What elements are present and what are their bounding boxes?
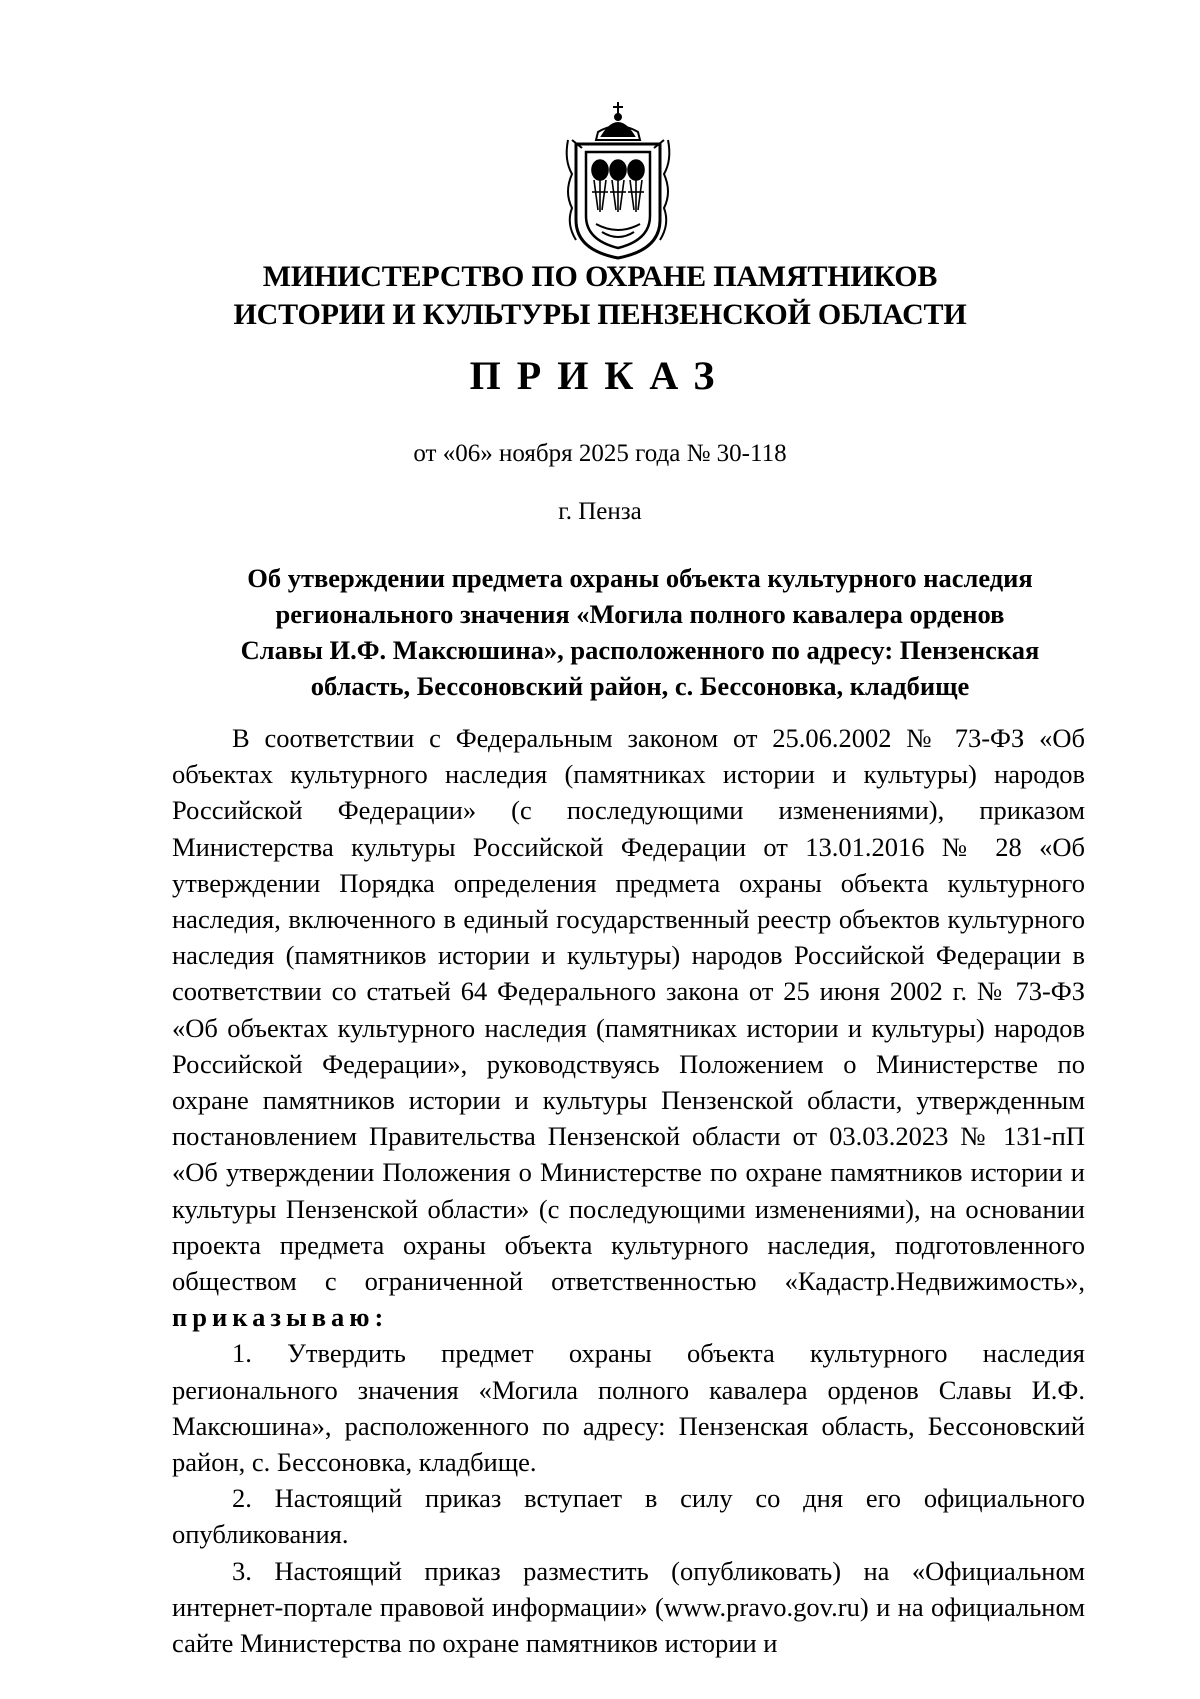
document-type: ПРИКАЗ xyxy=(469,353,731,398)
coat-of-arms-icon xyxy=(562,100,674,260)
document-title xyxy=(200,560,1080,704)
order-word: приказываю: xyxy=(172,1302,389,1333)
item-2-paragraph: 2. Настоящий приказ вступает в силу со дня его официального опубликования. xyxy=(172,1483,1085,1550)
title-line-4: область, Бессоновский район, с. Бессоновка, кладбище xyxy=(310,671,970,701)
item-1-paragraph: 1. Утвердить предмет охраны объекта культурного наследия регионального значения «Могила полного кавалера орденов Славы И.Ф. Максюшина», расположенного по адресу: Пензенская область, Бессоновский район, с. Бессоновка, кладбище. xyxy=(172,1338,1085,1478)
preamble-paragraph xyxy=(172,720,1085,1335)
title-line-1: Об утверждении предмета охраны объекта культурного наследия xyxy=(247,563,1033,593)
ministry-line-2: ИСТОРИИ И КУЛЬТУРЫ ПЕНЗЕНСКОЙ ОБЛАСТИ xyxy=(233,298,967,331)
title-line-2: регионального значения «Могила полного кавалера орденов xyxy=(275,599,1005,629)
item-3-paragraph: 3. Настоящий приказ разместить (опубликовать) на «Официальном интернет-портале правовой информации» (www.pravo.gov.ru) и на официальном сайте Министерства по охране памятников истории и xyxy=(172,1555,1085,1659)
ministry-line-1: МИНИСТЕРСТВО ПО ОХРАНЕ ПАМЯТНИКОВ xyxy=(262,260,938,293)
ministry-name xyxy=(0,258,1200,334)
document-body xyxy=(172,720,1085,1661)
preamble-text: В соответствии с Федеральным законом от 25.06.2002 № 73-ФЗ «Об объектах культурного наследия (памятниках истории и культуры) народов Российской Федерации» (с последующими изменениями), приказом Министерства культуры Российской Федерации от 13.01.2016 № 28 «Об утверждении Порядка определения предмета охраны объекта культурного наследия, включенного в единый государственный реестр объектов культурного наследия (памятников истории и культуры) народов Российской Федерации в соответствии со статьей 64 Федерального закона от 25 июня 2002 г. № 73-ФЗ «Об объектах культурного наследия (памятниках истории и культуры) народов Российской Федерации», руководствуясь Положением о Министерстве по охране памятников истории и культуры Пензенской области, утвержденным постановлением Правительства Пензенской области от 03.03.2023 № 131-пП «Об утверждении Положения о Министерстве по охране памятников истории и культуры Пензенской области» (с последующими изменениями), на основании проекта предмета охраны объекта культурного наследия, подготовленного обществом с ограниченной ответственностью «Кадастр.Недвижимость», xyxy=(172,723,1085,1297)
document-date-number: от «06» ноября 2025 года № 30-118 xyxy=(413,440,787,467)
title-line-3: Славы И.Ф. Максюшина», расположенного по адресу: Пензенская xyxy=(240,635,1040,665)
document-city: г. Пенза xyxy=(558,498,642,525)
